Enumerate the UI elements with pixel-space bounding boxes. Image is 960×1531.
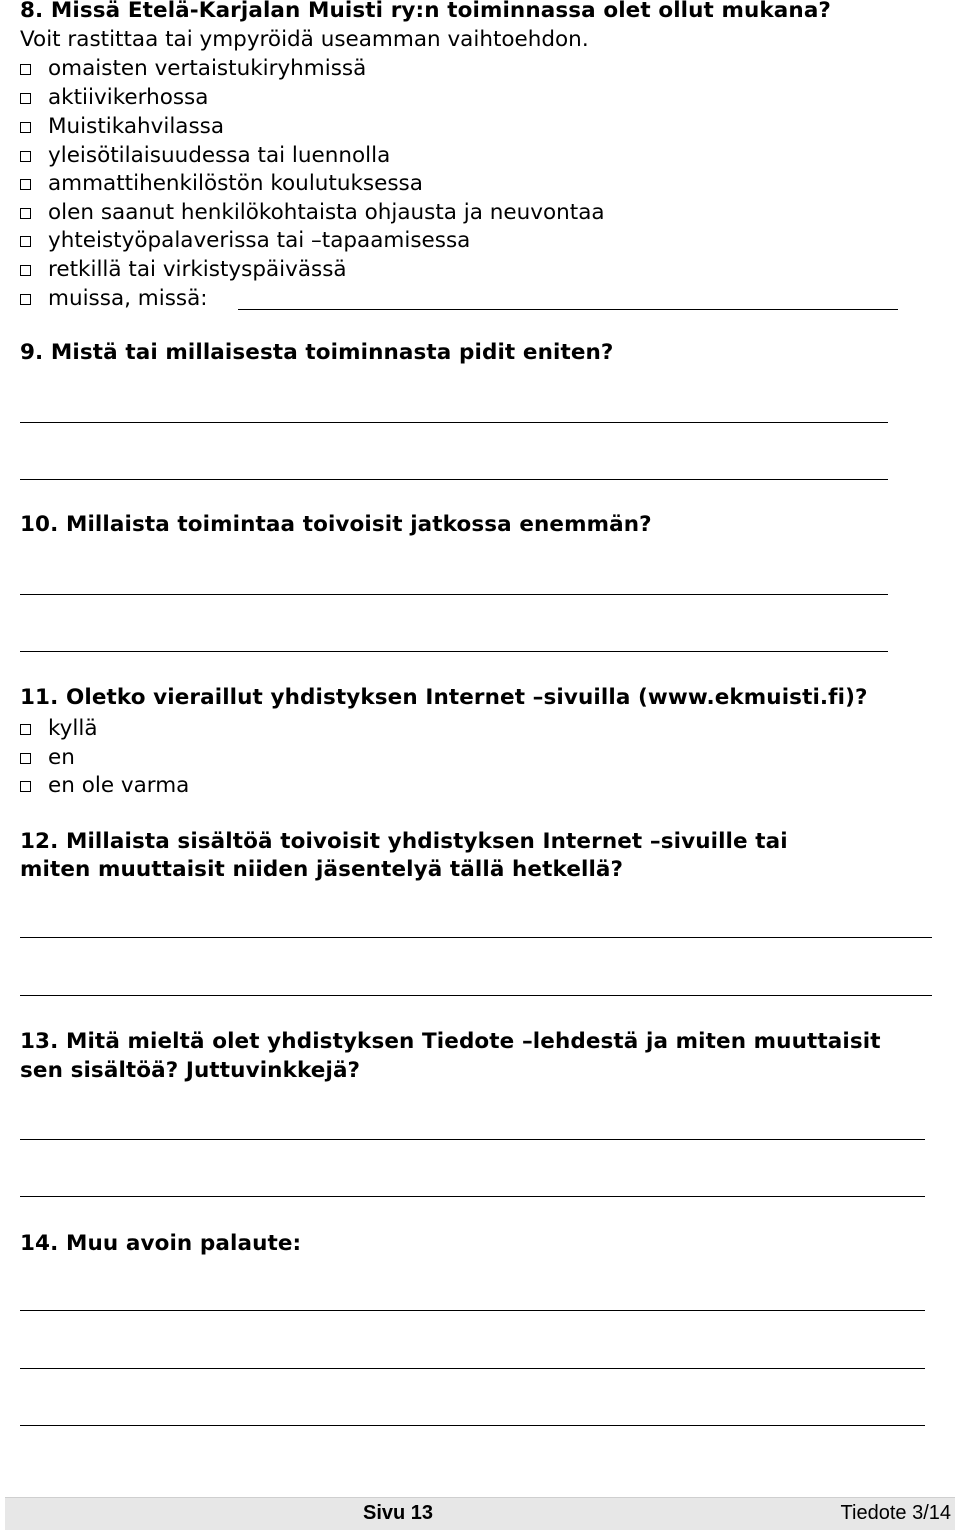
option-label: muissa, missä: [48, 285, 208, 311]
page-footer [5, 1497, 955, 1530]
option-checkbox[interactable] [20, 198, 605, 226]
option-label: omaisten vertaistukiryhmissä [48, 55, 367, 81]
option-label: Muistikahvilassa [48, 113, 225, 139]
option-checkbox[interactable] [20, 226, 470, 254]
option-checkbox[interactable] [20, 255, 347, 283]
option-checkbox[interactable] [20, 83, 208, 111]
option-label: yleisötilaisuudessa tai luennolla [48, 142, 391, 168]
question-9-title: 9. Mistä tai millaisesta toiminnasta pidit eniten? [20, 340, 614, 365]
answer-line[interactable] [20, 1368, 925, 1369]
answer-line[interactable] [20, 479, 888, 480]
question-13-title-line-2: sen sisältöä? Juttuvinkkejä? [20, 1058, 361, 1083]
answer-line[interactable] [238, 309, 898, 310]
option-checkbox[interactable] [20, 714, 98, 742]
option-label: kyllä [48, 715, 98, 741]
question-14-title: 14. Muu avoin palaute: [20, 1231, 302, 1256]
option-label: aktiivikerhossa [48, 84, 209, 110]
option-label: en ole varma [48, 772, 190, 798]
checkbox-icon[interactable] [20, 208, 31, 219]
answer-line[interactable] [20, 937, 932, 938]
answer-line[interactable] [20, 995, 932, 996]
option-checkbox[interactable] [20, 771, 189, 799]
option-label: ammattihenkilöstön koulutuksessa [48, 170, 423, 196]
question-8-instruction: Voit rastittaa tai ympyröidä useamman vaihtoehdon. [20, 27, 589, 52]
question-12-title-line-2: miten muuttaisit niiden jäsentelyä tällä hetkellä? [20, 857, 624, 882]
answer-line[interactable] [20, 1139, 925, 1140]
checkbox-icon[interactable] [20, 64, 31, 75]
answer-line[interactable] [20, 1310, 925, 1311]
option-label: olen saanut henkilökohtaista ohjausta ja neuvontaa [48, 199, 605, 225]
option-label: yhteistyöpalaverissa tai –tapaamisessa [48, 227, 471, 253]
page-number: Sivu 13 [363, 1502, 434, 1524]
option-checkbox[interactable] [20, 54, 366, 82]
option-label: retkillä tai virkistyspäivässä [48, 256, 347, 282]
answer-line[interactable] [20, 594, 888, 595]
checkbox-icon[interactable] [20, 724, 31, 735]
option-checkbox[interactable] [20, 743, 75, 771]
answer-line[interactable] [20, 651, 888, 652]
checkbox-icon[interactable] [20, 151, 31, 162]
answer-line[interactable] [20, 422, 888, 423]
question-8-title: 8. Missä Etelä-Karjalan Muisti ry:n toiminnassa olet ollut mukana? [20, 0, 832, 23]
publication-issue: Tiedote 3/14 [840, 1502, 951, 1524]
question-13-title-line-1: 13. Mitä mieltä olet yhdistyksen Tiedote –lehdestä ja miten muuttaisit [20, 1029, 881, 1054]
checkbox-icon[interactable] [20, 294, 31, 305]
checkbox-icon[interactable] [20, 781, 31, 792]
question-10-title: 10. Millaista toimintaa toivoisit jatkossa enemmän? [20, 512, 652, 537]
checkbox-icon[interactable] [20, 265, 31, 276]
answer-line[interactable] [20, 1425, 925, 1426]
option-checkbox[interactable] [20, 141, 390, 169]
checkbox-icon[interactable] [20, 122, 31, 133]
option-checkbox[interactable] [20, 169, 423, 197]
option-checkbox[interactable] [20, 112, 224, 140]
question-12-title-line-1: 12. Millaista sisältöä toivoisit yhdistyksen Internet –sivuille tai [20, 829, 788, 854]
question-11-title: 11. Oletko vieraillut yhdistyksen Internet –sivuilla (www.ekmuisti.fi)? [20, 685, 868, 710]
option-label: en [48, 744, 75, 770]
option-checkbox[interactable] [20, 284, 208, 312]
checkbox-icon[interactable] [20, 236, 31, 247]
checkbox-icon[interactable] [20, 93, 31, 104]
checkbox-icon[interactable] [20, 179, 31, 190]
checkbox-icon[interactable] [20, 753, 31, 764]
answer-line[interactable] [20, 1196, 925, 1197]
